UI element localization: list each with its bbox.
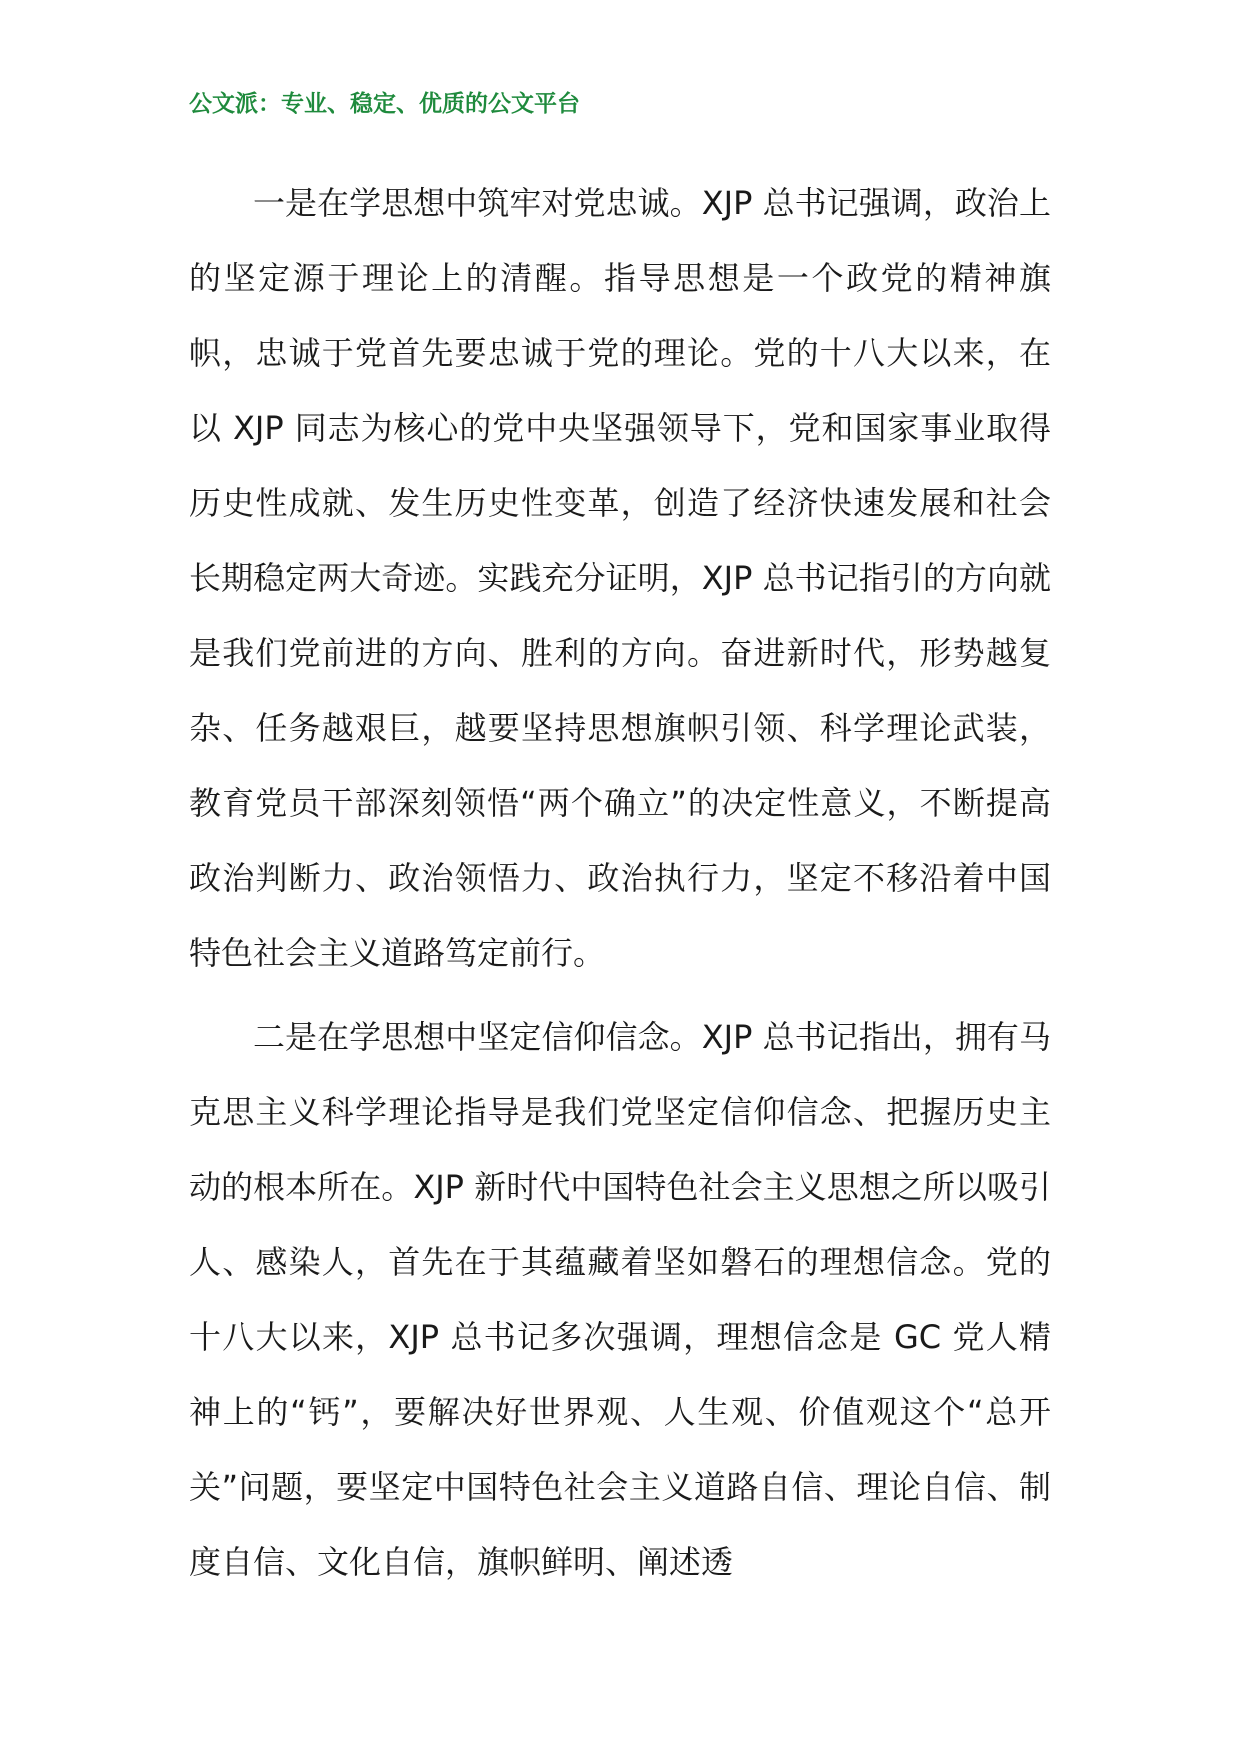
paragraph-loyalty: 一是在学思想中筑牢对党忠诚。XJP 总书记强调，政治上的坚定源于理论上的清醒。指导思想是一个政党的精神旗帜，忠诚于党首先要忠诚于党的理论。党的十八大以来，在以 XJP 同志为核心的党中央坚强领导下，党和国家事业取得历史性成就、发生历史性变革，创造了经济快速发展和社会长期稳定两大奇迹。实践充分证明，XJP 总书记指引的方向就是我们党前进的方向、胜利的方向。奋进新时代，形势越复杂、任务越艰巨，越要坚持思想旗帜引领、科学理论武装，教育党员干部深刻领悟“两个确立”的决定性意义，不断提高政治判断力、政治领悟力、政治执行力，坚定不移沿着中国特色社会主义道路笃定前行。 [189,184,1051,972]
paragraph-faith: 二是在学思想中坚定信仰信念。XJP 总书记指出，拥有马克思主义科学理论指导是我们党坚定信仰信念、把握历史主动的根本所在。XJP 新时代中国特色社会主义思想之所以吸引人、感染人，首先在于其蕴藏着坚如磐石的理想信念。党的十八大以来，XJP 总书记多次强调，理想信念是 GC 党人精神上的“钙”，要解决好世界观、人生观、价值观这个“总开关”问题，要坚定中国特色社会主义道路自信、理论自信、制度自信、文化自信，旗帜鲜明、阐述透 [189,1018,1051,1581]
document-body [189,166,1051,1600]
site-tagline-header: 公文派：专业、稳定、优质的公文平台 [189,90,580,117]
